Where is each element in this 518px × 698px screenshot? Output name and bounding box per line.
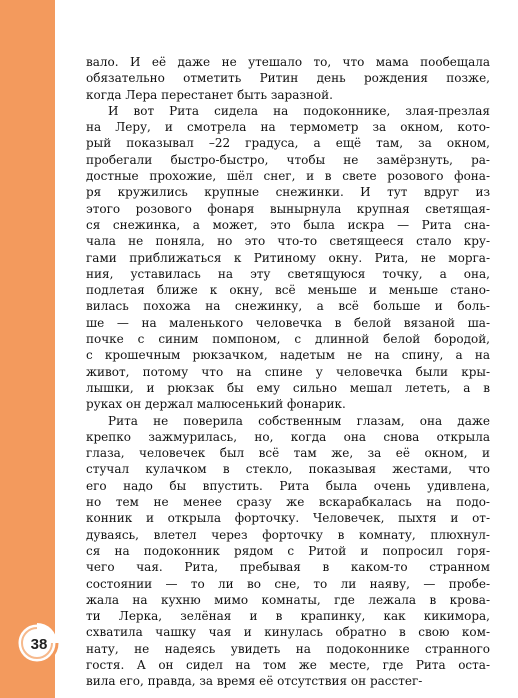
text-line: вилась похожа на снежинку, а всё больше и боль- [86,299,490,314]
text-line: этого розового фонаря вынырнула крупная светящая- [86,201,490,216]
text-line: стучал кулачком в стекло, показывая жестами, что [86,462,490,477]
text-line: дуваясь, влетел через форточку в комнату, плюхнул- [86,527,490,542]
text-line: живот, потому что на спине у человечка были кры- [86,364,490,379]
decorative-side-band [0,0,55,698]
text-line: И вот Рита сидела на подоконнике, злая-презлая [108,103,490,118]
text-line: когда Лера перестанет быть заразной. [86,87,333,102]
text-line: Рита не поверила собственным глазам, она даже [108,413,490,428]
text-line: гостя. А он сидел на том же месте, где Рита оста- [86,657,490,672]
text-line: на Леру, и смотрела на термометр за окном, кото- [86,120,490,135]
text-line: чала не поняла, но это что-то светящееся стало кру- [86,234,490,249]
text-line: руках он держал малюсенький фонарик. [86,397,346,412]
paragraph [86,103,490,413]
text-line: лышки, и рюкзак бы ему сильно мешал лететь, а в [86,380,490,395]
text-line: обязательно отметить Ритин день рождения позже, [86,71,490,86]
text-line: почке с синим помпоном, с длинной белой бородой, [86,332,490,347]
text-line: крепко зажмурилась, но, когда она снова открыла [86,429,490,444]
text-line: ния, уставилась на эту светящуюся точку, а она, [86,266,490,281]
text-line: состоянии — то ли во сне, то ли наяву, — пробе- [86,576,490,591]
text-line: вало. И её даже не утешало то, что мама пообещала [86,55,490,69]
text-line: но тем не менее сразу же вскарабкалась на подо- [86,495,490,510]
text-line: достные прохожие, шёл снег, и в свете розового фона- [86,169,490,184]
text-line: гами приближаться к Ритиному окну. Рита, не морга- [86,250,490,265]
text-line: его надо бы впустить. Рита была очень удивлена, [86,478,490,493]
text-line: глаза, человечек был всё там же, за её окном, и [86,446,490,461]
paragraph [86,54,490,103]
story-text [86,54,490,690]
text-line: чего чая. Рита, пребывая в каком-то странном [86,560,490,575]
text-line: с крошечным рюкзачком, надетым не на спину, а на [86,348,490,363]
text-line: ся на подоконник рядом с Ритой и попросил горя- [86,543,490,558]
paragraph [86,413,490,690]
text-line: вила его, правда, за время её отсутствия он расстег- [86,674,423,689]
text-line: подлетая ближе к окну, всё меньше и меньше стано- [86,283,490,298]
text-line: ся снежинка, а может, это была искра — Рита сна- [86,217,490,232]
text-line: рый показывал –22 градуса, а ещё там, за окном, [86,136,490,151]
text-line: жала на кухню мимо комнаты, где лежала в крова- [86,592,490,607]
text-line: ря кружились крупные снежинки. И тут вдруг из [86,185,490,200]
text-line: схватила чашку чая и кинулась обратно в свою ком- [86,625,490,640]
text-line: ти Лерка, зелёная и в крапинку, как кикимора, [86,609,490,624]
text-line: нату, не надеясь увидеть на подоконнике странного [86,641,490,656]
text-line: пробегали быстро-быстро, чтобы не замёрзнуть, ра- [86,152,490,167]
text-line: ше — на маленького человечка в белой вязаной ша- [86,315,490,330]
page-number: 38 [30,636,48,653]
text-line: конник и открыла форточку. Человечек, пыхтя и от- [86,511,490,526]
